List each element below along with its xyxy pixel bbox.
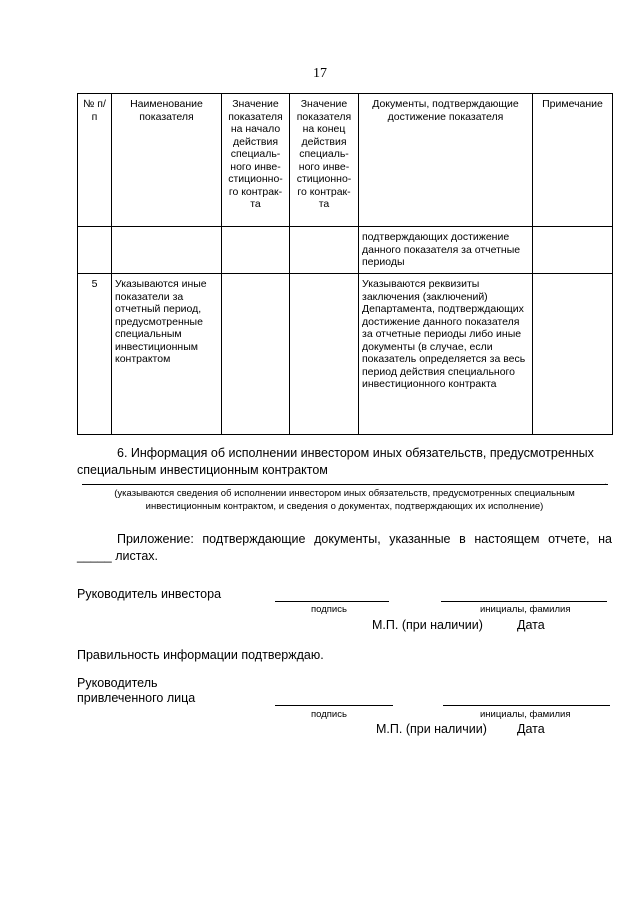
engaged-date: Дата — [517, 722, 545, 736]
engaged-signature-line — [275, 705, 393, 706]
section6-dot: . — [604, 476, 608, 488]
appendix-text: Приложение: подтверждающие документы, указанные в настоящем отчете, на _____ листах. — [77, 532, 612, 563]
row5-documents: Указываются реквизиты заключения (заключений) Департамента, подтверждающих достижение данного показателя за отчетные периоды либо иные документы (в случае, если показатель определяется за весь период действия специального инвестиционного контракта — [359, 274, 533, 435]
header-note: Примечание — [533, 94, 613, 227]
row5-num: 5 — [78, 274, 112, 435]
header-start-value: Значение показателя на начало действия специаль-ного инве-стиционно-го контрак-та — [222, 94, 290, 227]
engaged-signature-caption: подпись — [311, 709, 347, 720]
page-number: 17 — [313, 66, 327, 81]
investor-date: Дата — [517, 618, 545, 632]
continuation-documents-cell: подтверждающих достижение данного показателя за отчетные периоды — [359, 227, 533, 274]
engaged-stamp: М.П. (при наличии) — [376, 722, 487, 736]
investor-signature-line — [275, 601, 389, 602]
section6-note: (указываются сведения об исполнении инвестором иных обязательств, предусмотренных специальным инвестиционным контрактом, и сведения о документах, подтверждающих их исполнение) — [114, 488, 575, 512]
investor-name-caption: инициалы, фамилия — [480, 604, 571, 615]
engaged-name-caption: инициалы, фамилия — [480, 709, 571, 720]
table-header-row — [78, 94, 613, 227]
header-documents: Документы, подтверждающие достижение показателя — [359, 94, 533, 227]
section6-heading: 6. Информация об исполнении инвестором иных обязательств, предусмотренных специальным инвестиционным контрактом — [77, 446, 594, 477]
header-name: Наименование показателя — [112, 94, 222, 227]
row5-name: Указываются иные показатели за отчетный период, предусмотренные специальным инвестиционным контрактом — [112, 274, 222, 435]
header-num: № п/п — [78, 94, 112, 227]
table-row — [78, 274, 613, 435]
section6-fill-line — [82, 484, 608, 485]
engaged-name-line — [443, 705, 610, 706]
engaged-head-label-2: привлеченного лица — [77, 691, 196, 705]
investor-signature-caption: подпись — [311, 604, 347, 615]
header-end-value: Значение показателя на конец действия специаль-ного инве-стиционно-го контрак-та — [290, 94, 359, 227]
investor-stamp: М.П. (при наличии) — [372, 618, 483, 632]
confirmation-text: Правильность информации подтверждаю. — [77, 648, 324, 662]
table-row — [78, 227, 613, 274]
investor-name-line — [441, 601, 607, 602]
engaged-head-label-1: Руководитель — [77, 676, 158, 690]
investor-head-label: Руководитель инвестора — [77, 587, 222, 601]
indicators-table — [77, 93, 613, 435]
